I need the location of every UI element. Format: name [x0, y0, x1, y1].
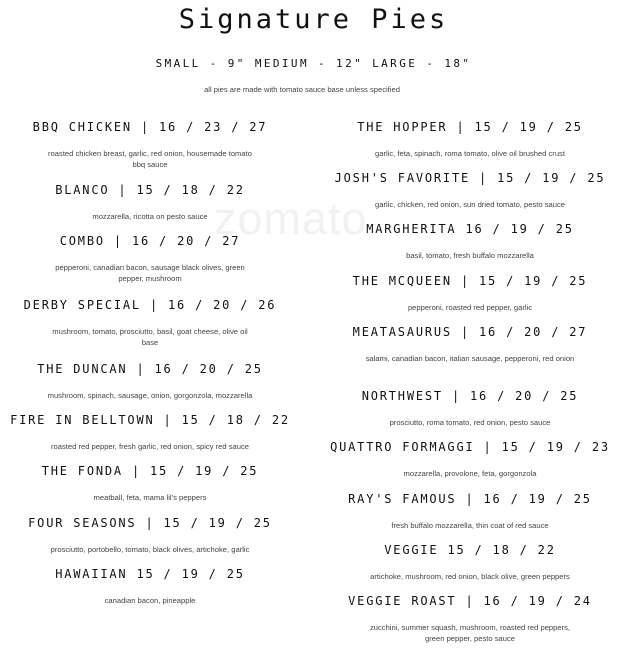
pizza-ingredients: prosciutto, roma tomato, red onion, pesto sauce — [389, 418, 551, 427]
pizza-ingredients: mozzarella, provolone, feta, gorgonzola — [403, 469, 537, 478]
pizza-ingredients: pepperoni, roasted red pepper, garlic — [407, 303, 533, 312]
pizza-ingredients: roasted red pepper, fresh garlic, red onion, spicy red sauce — [51, 442, 249, 451]
size-options: SMALL - 9" MEDIUM - 12" LARGE - 18" — [155, 57, 472, 70]
pizza-ingredients: zucchini, summer squash, mushroom, roasted red peppers, green pepper, pesto sauce — [369, 623, 571, 643]
pizza-name-price: FIRE IN BELLTOWN | 15 / 18 / 22 — [10, 413, 290, 427]
menu-item — [320, 492, 620, 531]
pizza-name-price: THE MCQUEEN | 15 / 19 / 25 — [352, 274, 588, 288]
menu-item — [0, 298, 300, 348]
menu-title: Signature Pies — [178, 4, 449, 35]
pizza-ingredients: roasted chicken breast, garlic, red onion, housemade tomato bbq sauce — [48, 149, 252, 169]
pizza-name-price: HAWAIIAN 15 / 19 / 25 — [55, 567, 245, 581]
pizza-name-price: THE DUNCAN | 16 / 20 / 25 — [37, 362, 263, 376]
menu-item — [320, 274, 620, 313]
pizza-name-price: BBQ CHICKEN | 16 / 23 / 27 — [32, 120, 268, 134]
pizza-name-price: DERBY SPECIAL | 16 / 20 / 26 — [23, 298, 277, 312]
pizza-name-price: BLANCO | 15 / 18 / 22 — [55, 183, 245, 197]
zomato-watermark: zomato — [214, 193, 368, 244]
menu-item — [320, 325, 620, 364]
pizza-name-price: RAY'S FAMOUS | 16 / 19 / 25 — [348, 492, 592, 506]
pizza-name-price: VEGGIE 15 / 18 / 22 — [384, 543, 556, 557]
menu-item — [0, 234, 300, 284]
pizza-name-price: MARGHERITA 16 / 19 / 25 — [366, 222, 574, 236]
pizza-name-price: NORTHWEST | 16 / 20 / 25 — [361, 389, 579, 403]
menu-item — [0, 120, 300, 170]
pizza-ingredients: salami, canadian bacon, italian sausage, pepperoni, red onion — [365, 354, 575, 363]
menu-item — [0, 183, 300, 222]
pizza-ingredients: artichoke, mushroom, red onion, black olive, green peppers — [370, 572, 570, 581]
pizza-ingredients: canadian bacon, pineapple — [104, 596, 196, 605]
pizza-ingredients: garlic, chicken, red onion, sun dried tomato, pesto sauce — [375, 200, 565, 209]
menu-item — [320, 440, 620, 479]
pizza-ingredients: prosciutto, portobello, tomato, black olives, artichoke, garlic — [50, 545, 250, 554]
menu-item — [0, 567, 300, 606]
pizza-name-price: FOUR SEASONS | 15 / 19 / 25 — [28, 516, 272, 530]
pizza-name-price: MEATASAURUS | 16 / 20 / 27 — [352, 325, 588, 339]
menu-item — [0, 464, 300, 503]
menu-item — [320, 171, 620, 210]
pizza-ingredients: garlic, feta, spinach, roma tomato, olive oil brushed crust — [375, 149, 565, 158]
pizza-name-price: THE HOPPER | 15 / 19 / 25 — [357, 120, 583, 134]
menu-item — [0, 516, 300, 555]
pizza-ingredients: mushroom, spinach, sausage, onion, gorgonzola, mozzarella — [47, 391, 253, 400]
menu-item — [320, 594, 620, 644]
pizza-ingredients: mozzarella, ricotta on pesto sauce — [92, 212, 208, 221]
pizza-ingredients: basil, tomato, fresh buffalo mozzarella — [406, 251, 534, 260]
pizza-ingredients: fresh buffalo mozzarella, thin coat of red sauce — [391, 521, 549, 530]
pizza-name-price: JOSH'S FAVORITE | 15 / 19 / 25 — [334, 171, 606, 185]
menu-item — [320, 543, 620, 582]
pizza-name-price: VEGGIE ROAST | 16 / 19 / 24 — [348, 594, 592, 608]
menu-item — [320, 222, 620, 261]
pizza-ingredients: mushroom, tomato, prosciutto, basil, goat cheese, olive oil base — [52, 327, 248, 347]
pizza-name-price: THE FONDA | 15 / 19 / 25 — [41, 464, 259, 478]
menu-item — [320, 120, 620, 159]
menu-item — [0, 413, 300, 452]
pizza-ingredients: meatball, feta, mama lil's peppers — [93, 493, 207, 502]
sauce-note: all pies are made with tomato sauce base unless specified — [204, 85, 400, 94]
menu-item — [320, 389, 620, 428]
pizza-name-price: COMBO | 16 / 20 / 27 — [59, 234, 241, 248]
menu-item — [0, 362, 300, 401]
pizza-ingredients: pepperoni, canadian bacon, sausage black olives, green pepper, mushroom — [55, 263, 245, 283]
pizza-name-price: QUATTRO FORMAGGI | 15 / 19 / 23 — [330, 440, 610, 454]
